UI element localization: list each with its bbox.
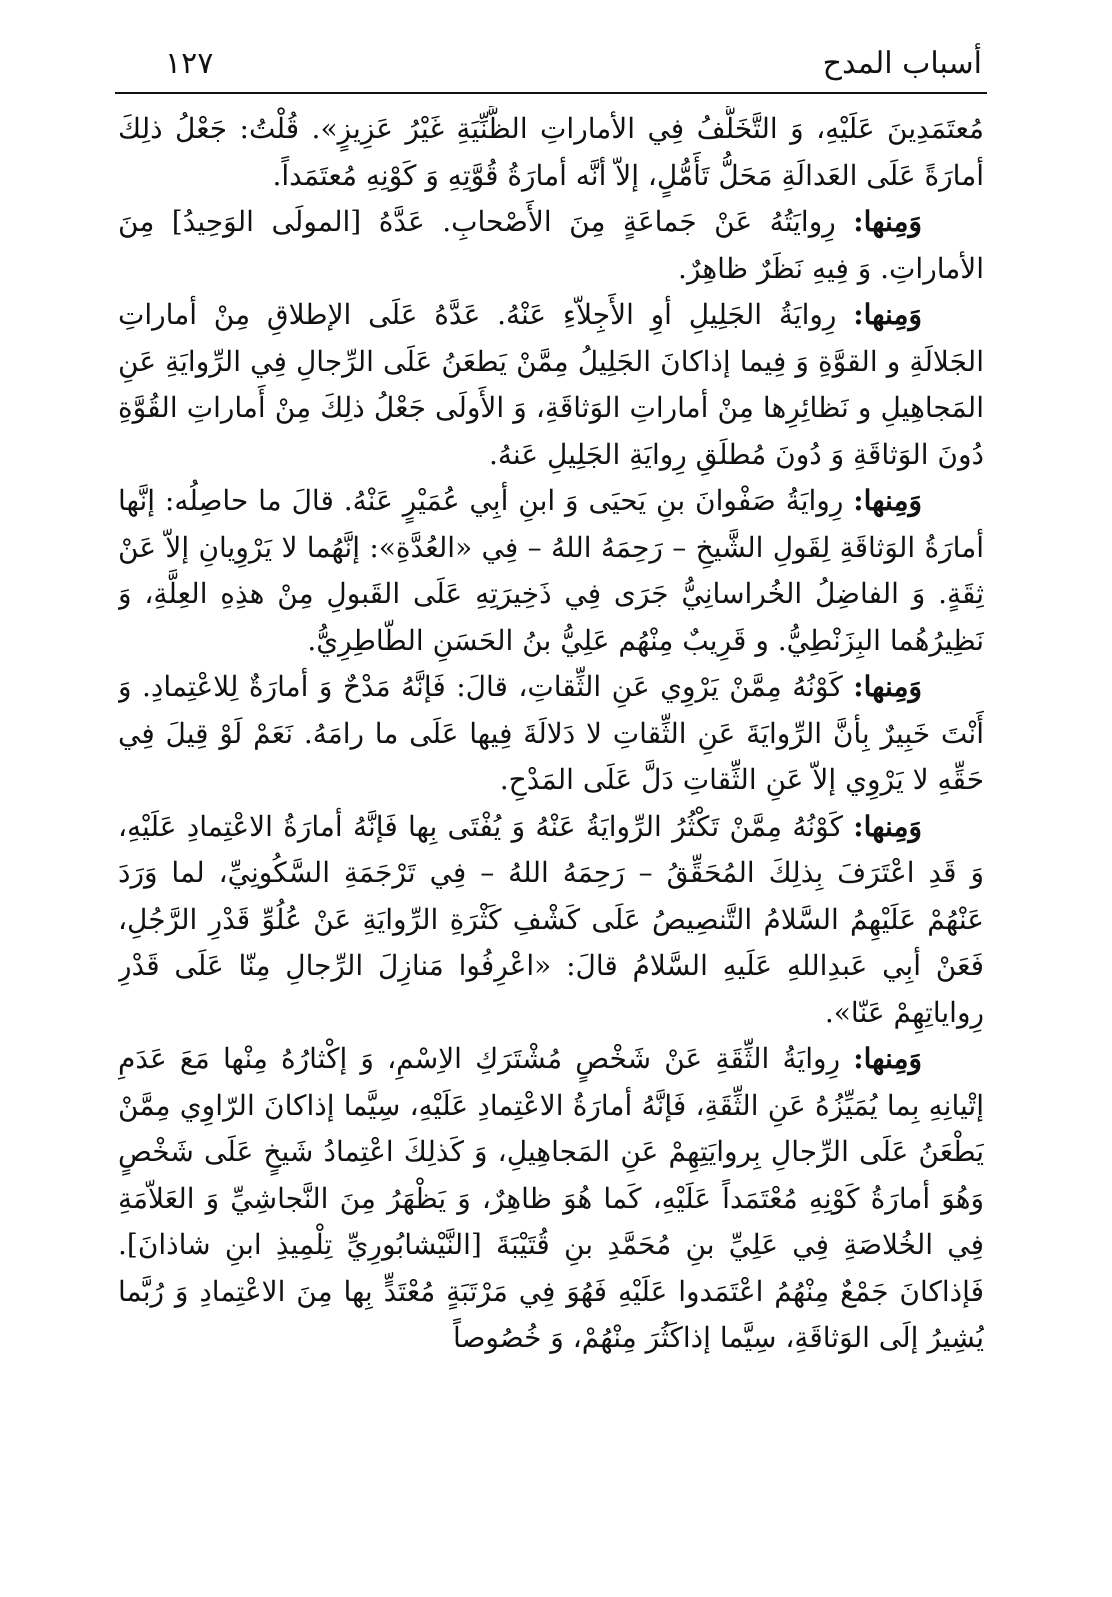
paragraph-lead: وَمِنها: [853, 298, 922, 331]
running-title: أسباب المدح [822, 46, 982, 81]
paragraph-1 [118, 106, 984, 199]
paragraph-lead: وَمِنها: [853, 670, 922, 703]
page-header [115, 38, 982, 90]
paragraph-2 [118, 199, 984, 292]
paragraph-text: رِوايَةُ صَفْوانَ بنِ يَحيَى وَ ابنِ أبِي عُمَيْرٍ عَنْهُ. قالَ ما حاصِلُه: إنَّها أمارَةُ الوَثاقَةِ لِقَولِ الشَّيخِ – رَحِمَهُ اللهُ – فِي «العُدَّةِ»: إنَّهُما لا يَرْوِيانِ إلاّ عَنْ ثِقَةٍ. وَ الفاضِلُ الخُراسانِيُّ جَرَى فِي ذَخِيرَتِهِ عَلَى القَبولِ مِنْ هذِهِ العِلَّةِ، وَ نَظِيرُهُما البِزَنْطِيُّ. و قَرِيبٌ مِنْهُم عَلِيُّ بنُ الحَسَنِ الطّاطِرِيُّ. [118, 484, 984, 657]
paragraph-lead: وَمِنها: [853, 205, 923, 238]
paragraph-lead: وَمِنها: [853, 484, 923, 517]
header-rule [115, 92, 987, 94]
paragraph-text: كَوْنُهُ مِمَّنْ يَرْوِي عَنِ الثِّقاتِ، قالَ: فَإنَّهُ مَدْحٌ وَ أمارَةٌ لِلاعْتِمادِ. وَ أَنْتَ خَبِيرٌ بِأنَّ الرِّوايَةَ عَنِ الثِّقاتِ لا دَلالَةَ فِيها عَلَى ما رامَهُ. نَعَمْ لَوْ قِيلَ فِي حَقِّهِ لا يَرْوِي إلاّ عَنِ الثِّقاتِ دَلَّ عَلَى المَدْحِ. [118, 670, 984, 796]
paragraph-text: رِوايَةُ الجَلِيلِ أوِ الأَجِلاّءِ عَنْهُ. عَدَّهُ عَلَى الإطلاقِ مِنْ أماراتِ الجَلالَةِ و القوَّةِ وَ فِيما إذاكانَ الجَلِيلُ مِمَّنْ يَطعَنُ عَلَى الرِّجالِ فِي الرِّوايَةِ عَنِ المَجاهِيلِ و نَظائِرِها مِنْ أماراتِ الوَثاقَةِ، وَ الأَولَى جَعْلُ ذلِكَ مِنْ أَماراتِ القُوَّةِ دُونَ الوَثاقَةِ وَ دُونَ مُطلَقِ رِوايَةِ الجَلِيلِ عَنهُ. [118, 298, 984, 471]
paragraph-4 [118, 478, 984, 664]
paragraph-text: رِوايَتُهُ عَنْ جَماعَةٍ مِنَ الأَصْحابِ. عَدَّهُ [المولَى الوَحِيدُ] مِنَ الأماراتِ. وَ فِيهِ نَظَرٌ ظاهِرٌ. [118, 205, 984, 285]
paragraph-7 [118, 1036, 984, 1362]
paragraph-lead: وَمِنها: [853, 1042, 922, 1075]
paragraph-text: كَوْنُهُ مِمَّنْ تَكْثُرُ الرِّوايَةُ عَنْهُ وَ يُفْتَى بِها فَإنَّهُ أمارَةُ الاعْتِمادِ عَلَيْهِ، وَ قَدِ اعْتَرَفَ بِذلِكَ المُحَقِّقُ – رَحِمَهُ اللهُ – فِي تَرْجَمَةِ السَّكُونِيِّ، لما وَرَدَ عَنْهُمْ عَلَيْهِمُ السَّلامُ التَّنصِيصُ عَلَى كَشْفِ كَثْرَةِ الرِّوايَةِ عَنْ عُلُوِّ قَدْرِ الرَّجُلِ، فَعَنْ أبِي عَبدِاللهِ عَلَيهِ السَّلامُ قالَ: «اعْرِفُوا مَنازِلَ الرِّجالِ مِنّا عَلَى قَدْرِ رِواياتِهِمْ عَنّا». [118, 809, 984, 1029]
paragraph-text: مُعتَمَدِينَ عَلَيْهِ، وَ التَّخَلُّفُ فِي الأماراتِ الظَّنِّيَةِ غَيْرُ عَزِيزٍ». قُلْتُ: جَعْلُ ذلِكَ أمارَةً عَلَى العَدالَةِ مَحَلُّ تَأَمُّلٍ، إلاّ أنَّه أمارَةُ قُوَّتِهِ وَ كَوْنِهِ مُعتَمَداً. [118, 112, 984, 192]
paragraph-text: رِوايَةُ الثِّقَةِ عَنْ شَخْصٍ مُشْتَرَكِ الاِسْمِ، وَ إكْثارُهُ مِنْها مَعَ عَدَمِ إتْيانِهِ بِما يُمَيِّزُهُ عَنِ الثِّقَةِ، فَإنَّهُ أمارَةُ الاعْتِمادِ عَلَيْهِ، سِيَّما إذاكانَ الرّاوِي مِمَّنْ يَطْعَنُ عَلَى الرِّجالِ بِروايَتِهِمْ عَنِ المَجاهِيلِ، وَ كَذلِكَ اعْتِمادُ شَيخٍ عَلَى شَخْصٍ وَهُوَ أمارَةُ كَوْنِهِ مُعْتَمَداً عَلَيْهِ، كَما هُوَ ظاهِرٌ، وَ يَظْهَرُ مِنَ النَّجاشِيِّ وَ العَلاّمَةِ فِي الخُلاصَةِ فِي عَلِيِّ بنِ مُحَمَّدِ بنِ قُتَيْبَةَ [النَّيْشابُورِيِّ تِلْمِيذِ ابنِ شاذانَ]. فَإذاكانَ جَمْعٌ مِنْهُمُ اعْتَمَدوا عَلَيْهِ فَهُوَ فِي مَرْتَبَةٍ مُعْتَدٍّ بِها مِنَ الاعْتِمادِ وَ رُبَّما يُشِيرُ إلَى الوَثاقَةِ، سِيَّما إذاكَثُرَ مِنْهُمْ، وَ خُصُوصاً [118, 1042, 984, 1354]
paragraph-lead: وَمِنها: [853, 809, 922, 843]
page-number: ١٢٧ [165, 46, 214, 81]
body-text [118, 106, 984, 1486]
paragraph-6 [118, 804, 984, 1037]
paragraph-3 [118, 292, 984, 478]
paragraph-5 [118, 664, 984, 804]
